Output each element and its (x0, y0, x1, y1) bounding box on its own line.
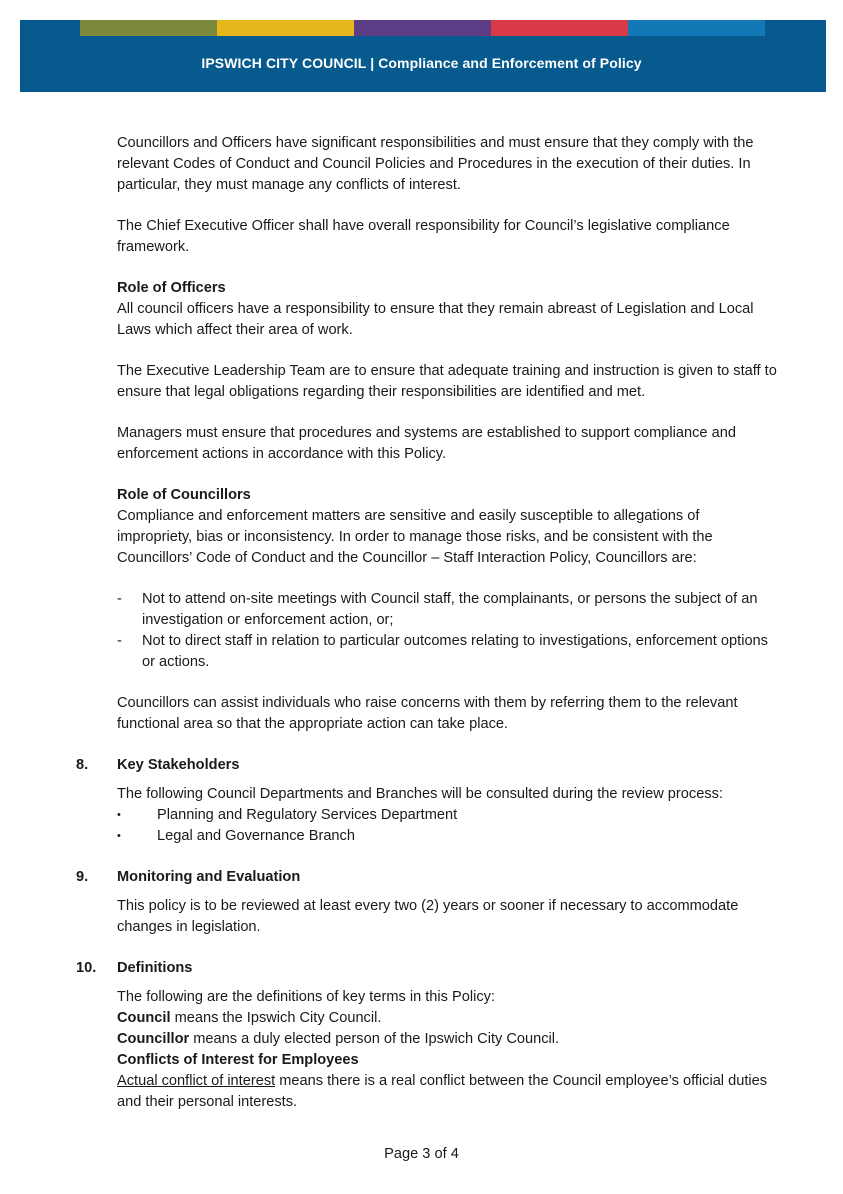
stakeholder-list (117, 805, 777, 847)
role-councillors-closing: Councillors can assist individuals who raise concerns with them by referring them to the relevant functional area so that the appropriate action can take place. (117, 695, 738, 732)
strip-segment-blue (628, 20, 765, 36)
role-councillors-paragraph: Compliance and enforcement matters are sensitive and easily susceptible to allegations of impropriety, bias or inconsistency. In order to manage those risks, and be consistent with the Councillors’ Code of Conduct and the Councillor – Staff Interaction Policy, Councillors are: (117, 508, 713, 566)
strip-segment-red (491, 20, 628, 36)
section-9-text: This policy is to be reviewed at least every two (2) years or sooner if necessary to accommodate changes in legislation. (117, 898, 739, 935)
list-item: • Planning and Regulatory Services Department (117, 807, 458, 823)
role-councillors-heading: Role of Councillors (117, 487, 251, 503)
role-officers-paragraph-2: The Executive Leadership Team are to ensure that adequate training and instruction is given to staff to ensure that legal obligations regarding their responsibilities are identified and met. (117, 363, 777, 400)
definitions-intro: The following are the definitions of key terms in this Policy: (117, 989, 495, 1005)
section-heading (76, 867, 777, 888)
strip-segment-purple (354, 20, 491, 36)
councillor-restrictions-list (117, 589, 777, 673)
section-8 (76, 755, 777, 847)
section-heading (76, 755, 777, 776)
section-9 (76, 867, 777, 938)
header-color-strip (80, 20, 765, 36)
section-title: Monitoring and Evaluation (117, 869, 301, 885)
section-heading (76, 958, 777, 979)
section-number: 9. (76, 869, 89, 885)
role-officers-paragraph-3: Managers must ensure that procedures and systems are established to support compliance and enforcement actions in accordance with this Policy. (117, 425, 736, 462)
intro-paragraph-1: Councillors and Officers have significant responsibilities and must ensure that they comply with the relevant Codes of Conduct and Council Policies and Procedures in the execution of their duties. In particular, they must manage any conflicts of interest. (117, 135, 754, 193)
strip-segment-olive (80, 20, 217, 36)
list-item: - Not to attend on-site meetings with Council staff, the complainants, or persons the subject of an investigation or enforcement action, or; (117, 591, 758, 628)
page-number: Page 3 of 4 (384, 1146, 459, 1162)
list-item: • Legal and Governance Branch (117, 828, 355, 844)
document-title: IPSWICH CITY COUNCIL | Compliance and Enforcement of Policy (201, 55, 642, 71)
intro-paragraph-2: The Chief Executive Officer shall have overall responsibility for Council’s legislative compliance framework. (117, 218, 730, 255)
role-officers-paragraph-1: All council officers have a responsibility to ensure that they remain abreast of Legislation and Local Laws which affect their area of work. (117, 301, 754, 338)
section-title: Key Stakeholders (117, 757, 240, 773)
definition-councillor: Councillor means a duly elected person of the Ipswich City Council. (117, 1031, 560, 1047)
section-number: 8. (76, 757, 89, 773)
role-officers-heading: Role of Officers (117, 280, 226, 296)
section-number: 10. (76, 960, 97, 976)
section-10 (76, 958, 777, 1113)
list-item: - Not to direct staff in relation to particular outcomes relating to investigations, enforcement options or actions. (117, 633, 768, 670)
section-title: Definitions (117, 960, 193, 976)
definition-council: Council means the Ipswich City Council. (117, 1010, 382, 1026)
strip-segment-yellow (217, 20, 354, 36)
conflicts-heading: Conflicts of Interest for Employees (117, 1052, 359, 1068)
page-content (76, 133, 777, 1113)
definition-actual-conflict: Actual conflict of interest means there is a real conflict between the Council employee’s official duties and their personal interests. (117, 1073, 768, 1110)
section-8-intro: The following Council Departments and Branches will be consulted during the review process: (117, 786, 723, 802)
